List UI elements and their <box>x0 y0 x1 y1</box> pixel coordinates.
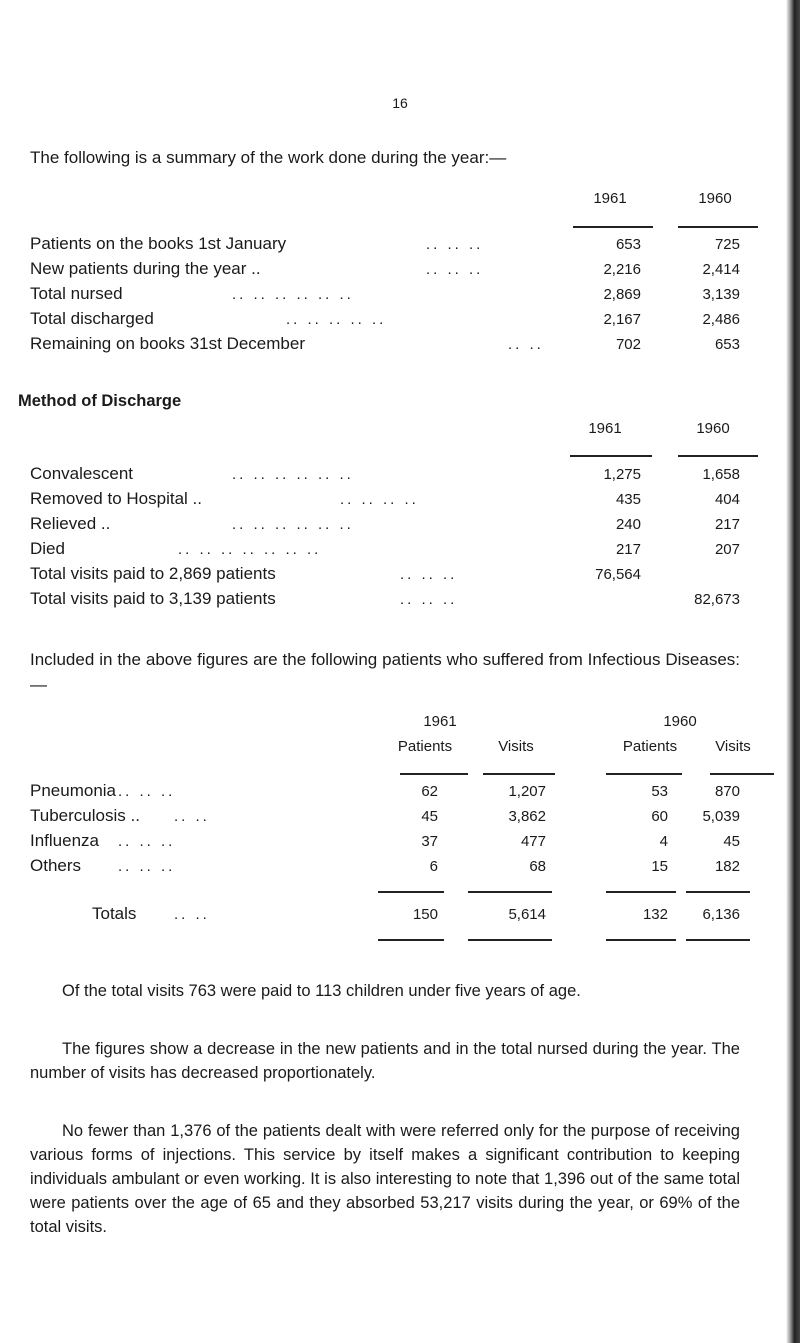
value-1960: 725 <box>714 236 740 253</box>
patients-1961: 6 <box>429 858 438 875</box>
header-patients-1961: Patients <box>397 738 453 755</box>
row-label: New patients during the year .. <box>30 259 261 278</box>
discharge-year-1961: 1961 <box>588 420 622 437</box>
value-1960: 1,658 <box>702 466 740 483</box>
paragraph-injections: No fewer than 1,376 of the patients dealt with were referred only for the purpose of receiving various forms of injections. This service by itself makes a significant contribution to keeping individuals ambulant or even working. It is also interesting to note that 1,396 out of the same total were patients over the age of 65 and they absorbed 53,217 visits during the year, or 69% of the total visits. <box>30 1122 740 1236</box>
value-1961: 702 <box>615 336 641 353</box>
value-1960: 404 <box>714 491 740 508</box>
value-1961: 240 <box>615 516 641 533</box>
value-1961: 435 <box>615 491 641 508</box>
leader-dots: .. .. .. .. .. <box>286 311 387 328</box>
totals-rule-top-p1960 <box>606 891 676 893</box>
visits-1960: 45 <box>723 833 740 850</box>
row-label: Total visits paid to 3,139 patients <box>30 589 276 608</box>
infectious-intro: Included in the above figures are the following patients who suffered from Infectious Diseases:— <box>30 650 740 694</box>
paragraph-decrease: The figures show a decrease in the new patients and in the total nursed during the year. The number of visits has decreased proportionately. <box>30 1040 740 1082</box>
value-1961: 653 <box>615 236 641 253</box>
page-number: 16 <box>392 95 408 111</box>
value-1961: 2,167 <box>603 311 641 328</box>
summary-year-1960: 1960 <box>698 190 732 207</box>
header-visits-1960: Visits <box>715 738 751 755</box>
value-1960: 82,673 <box>694 591 740 608</box>
patients-1961: 45 <box>421 808 438 825</box>
total-visits-1960: 6,136 <box>702 906 740 923</box>
patients-1961: 62 <box>421 783 438 800</box>
total-patients-1960: 132 <box>642 906 668 923</box>
header-year-1961: 1961 <box>423 713 457 730</box>
patients-1960: 60 <box>651 808 668 825</box>
visits-1961: 68 <box>529 858 546 875</box>
page-edge-shadow <box>786 0 800 1343</box>
patients-1961: 37 <box>421 833 438 850</box>
total-patients-1961: 150 <box>412 906 438 923</box>
header-visits-1961: Visits <box>498 738 534 755</box>
discharge-year-1960: 1960 <box>696 420 730 437</box>
value-1960: 653 <box>714 336 740 353</box>
header-rule-v1960 <box>710 773 774 775</box>
row-label: Total discharged <box>30 309 154 328</box>
row-label: Tuberculosis .. <box>30 806 140 825</box>
header-rule-p1961 <box>400 773 468 775</box>
leader-dots: .. .. <box>174 906 210 923</box>
summary-rule-1960 <box>678 226 758 228</box>
totals-rule-top-v1960 <box>686 891 750 893</box>
row-label: Relieved .. <box>30 514 111 533</box>
row-label: Pneumonia <box>30 781 117 800</box>
header-rule-p1960 <box>606 773 682 775</box>
row-label: Patients on the books 1st January <box>30 234 287 253</box>
visits-1961: 1,207 <box>508 783 546 800</box>
paragraph-children-visits: Of the total visits 763 were paid to 113 children under five years of age. <box>62 982 581 1000</box>
value-1961: 217 <box>615 541 641 558</box>
leader-dots: .. .. <box>508 336 544 353</box>
value-1960: 2,414 <box>702 261 740 278</box>
value-1960: 217 <box>714 516 740 533</box>
patients-1960: 15 <box>651 858 668 875</box>
row-label: Total nursed <box>30 284 123 303</box>
value-1960: 2,486 <box>702 311 740 328</box>
visits-1961: 477 <box>520 833 546 850</box>
row-label: Others <box>30 856 82 875</box>
totals-rule-bottom-v1960 <box>686 939 750 941</box>
leader-dots: .. .. .. .. .. .. <box>232 516 354 533</box>
row-label: Total visits paid to 2,869 patients <box>30 564 276 583</box>
leader-dots: .. .. .. <box>118 783 176 800</box>
value-1961: 76,564 <box>595 566 641 583</box>
leader-dots: .. .. .. <box>118 833 176 850</box>
discharge-rule-1961 <box>570 455 652 457</box>
header-patients-1960: Patients <box>622 738 678 755</box>
totals-rule-bottom-p1960 <box>606 939 676 941</box>
value-1961: 2,216 <box>603 261 641 278</box>
leader-dots: .. .. .. .. .. .. <box>232 286 354 303</box>
row-label: Influenza <box>30 831 99 850</box>
value-1961: 1,275 <box>603 466 641 483</box>
leader-dots: .. .. .. .. .. .. .. <box>178 541 322 558</box>
header-rule-v1961 <box>483 773 555 775</box>
row-label: Remaining on books 31st December <box>30 334 305 353</box>
visits-1960: 5,039 <box>702 808 740 825</box>
patients-1960: 4 <box>659 833 668 850</box>
summary-rule-1961 <box>573 226 653 228</box>
summary-year-1961: 1961 <box>593 190 627 207</box>
totals-rule-top-p1961 <box>378 891 444 893</box>
totals-rule-bottom-p1961 <box>378 939 444 941</box>
totals-rule-top-v1961 <box>468 891 552 893</box>
leader-dots: .. .. .. <box>426 261 484 278</box>
visits-1960: 182 <box>714 858 740 875</box>
value-1960: 207 <box>714 541 740 558</box>
value-1961: 2,869 <box>603 286 641 303</box>
leader-dots: .. .. .. <box>118 858 176 875</box>
visits-1960: 870 <box>714 783 740 800</box>
header-year-1960: 1960 <box>663 713 697 730</box>
row-label: Convalescent <box>30 464 134 483</box>
total-visits-1961: 5,614 <box>508 906 546 923</box>
patients-1960: 53 <box>651 783 668 800</box>
value-1960: 3,139 <box>702 286 740 303</box>
leader-dots: .. .. <box>174 808 210 825</box>
leader-dots: .. .. .. <box>400 566 458 583</box>
leader-dots: .. .. .. <box>426 236 484 253</box>
leader-dots: .. .. .. .. .. .. <box>232 466 354 483</box>
totals-label: Totals <box>92 904 137 923</box>
leader-dots: .. .. .. .. <box>340 491 419 508</box>
intro-text: The following is a summary of the work done during the year:— <box>30 148 507 167</box>
discharge-rule-1960 <box>678 455 758 457</box>
visits-1961: 3,862 <box>508 808 546 825</box>
totals-rule-bottom-v1961 <box>468 939 552 941</box>
row-label: Removed to Hospital .. <box>30 489 202 508</box>
row-label: Died <box>30 539 65 558</box>
leader-dots: .. .. .. <box>400 591 458 608</box>
section-heading: Method of Discharge <box>18 392 182 410</box>
